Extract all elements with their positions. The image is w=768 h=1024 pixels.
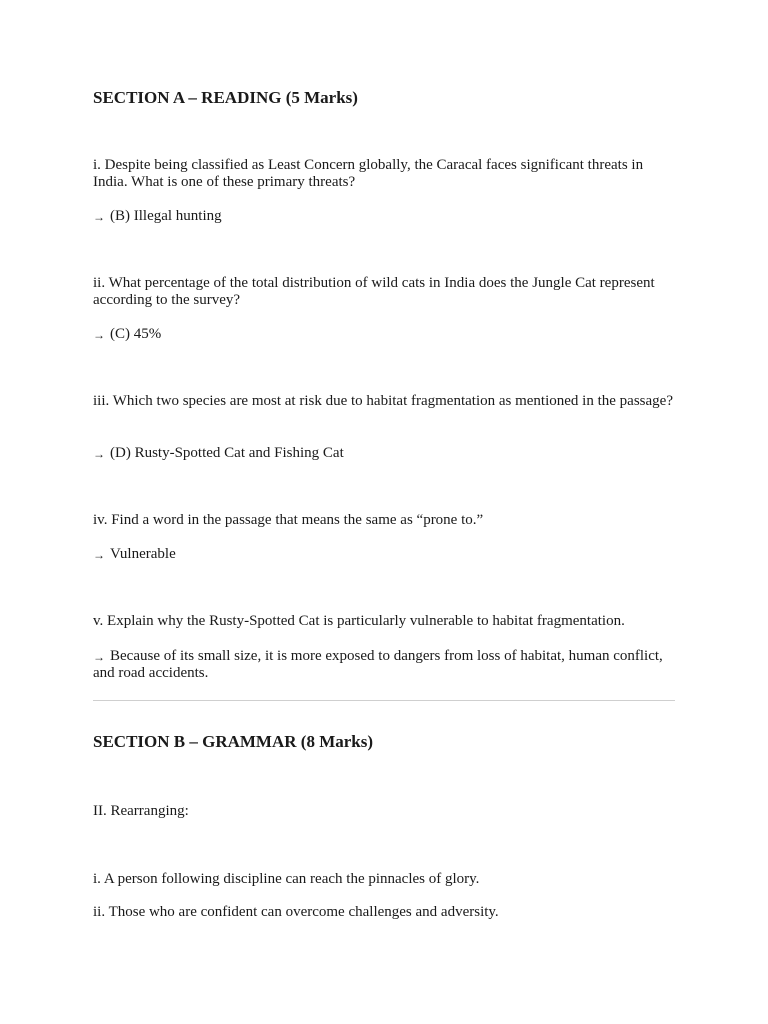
answer-4 (93, 546, 675, 563)
arrow-icon: → (93, 210, 105, 224)
answer-2 (93, 326, 675, 343)
answer-1 (93, 208, 675, 225)
rearranged-sentence-1: i. A person following discipline can reach the pinnacles of glory. (93, 871, 480, 887)
question-3: iii. Which two species are most at risk due to habitat fragmentation as mentioned in the passage? (93, 393, 673, 409)
question-4: iv. Find a word in the passage that means the same as “prone to.” (93, 512, 484, 528)
answer-4-text: Vulnerable (110, 546, 176, 562)
section-b-heading: SECTION B – GRAMMAR (8 Marks) (93, 732, 374, 751)
answer-5-text: Because of its small size, it is more exposed to dangers from loss of habitat, human conflict, and road accidents. (93, 648, 663, 681)
arrow-icon: → (93, 548, 105, 562)
arrow-icon: → (93, 328, 105, 342)
question-2: ii. What percentage of the total distribution of wild cats in India does the Jungle Cat represent according to the survey? (93, 275, 655, 308)
section-divider (93, 700, 675, 701)
answer-1-text: (B) Illegal hunting (110, 208, 222, 224)
arrow-icon: → (93, 447, 105, 461)
question-1: i. Despite being classified as Least Concern globally, the Caracal faces significant threats in India. What is one of these primary threats? (93, 157, 644, 190)
section-b-subheading: II. Rearranging: (93, 803, 189, 819)
answer-3-text: (D) Rusty-Spotted Cat and Fishing Cat (110, 445, 344, 461)
question-5: v. Explain why the Rusty-Spotted Cat is particularly vulnerable to habitat fragmentation. (93, 613, 625, 629)
arrow-icon: → (93, 650, 105, 664)
answer-2-text: (C) 45% (110, 326, 162, 342)
answer-3 (93, 445, 675, 462)
answer-5 (93, 648, 675, 682)
section-a-heading: SECTION A – READING (5 Marks) (93, 88, 358, 107)
rearranged-sentence-2: ii. Those who are confident can overcome challenges and adversity. (93, 904, 499, 920)
